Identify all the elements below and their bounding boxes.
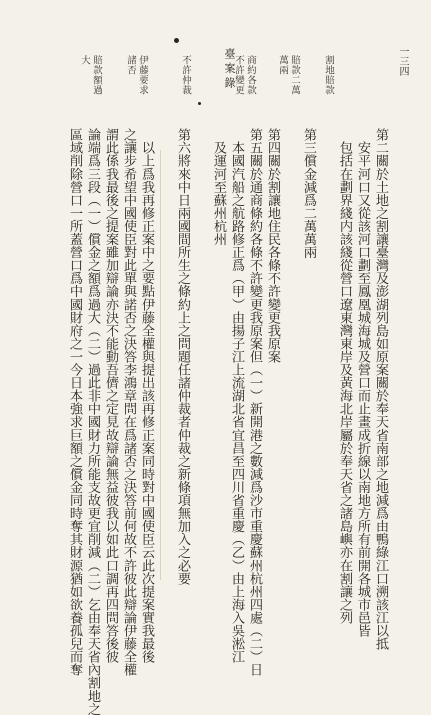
text-column: 第三償金減爲二萬萬兩 [301, 128, 316, 259]
text-column: 區域削除營口一所蓋營口爲中國財府之一今日本強求巨額之償金同時奪其財源猶如欲養孤兒而奪 [67, 128, 82, 677]
small-mark [198, 102, 201, 105]
margin-note-ito-demand: 伊藤要求 諸否 [125, 55, 148, 95]
text-column: 第二關於土地之割讓臺灣及澎湖列島如原案關於奉天省南部之地減爲由鴨綠江口溯該江以抵 [373, 128, 388, 651]
margin-note-no-arbitration: 不許仲裁 [180, 55, 191, 95]
margin-note-indemnity-amount: 賠款二萬 萬兩 [277, 55, 300, 95]
text-column: 謂此係我最後之提案雖加辯論亦決不能動吾儕之定見故辯論無益彼我以如此口調再四問答後彼 [103, 128, 118, 664]
text-column: 第六將來中日兩國間所生之條約上之問題任諸仲裁者仲裁之新條項無加入之必要 [175, 128, 190, 585]
text-column: 包括在劃界綫内該綫從營口遼東灣東岸及黃海北岸屬於奉天省之諸島嶼亦在割讓之列 [337, 128, 352, 624]
margin-note-land-cession-indemnity: 割地賠款 [323, 55, 334, 95]
bullet-mark [174, 38, 179, 43]
margin-note-commerce-treaty: 商約各款 不許變更 [233, 55, 256, 95]
text-column: 及運河至蘇州杭州 [211, 128, 226, 246]
page-number: 一三四 [397, 46, 408, 76]
margin-divider [160, 150, 161, 580]
text-column: 本國汽船之航路修正爲（甲）由揚子江上流湖北省宜昌至四川省重慶（乙）由上海入吳淞江 [229, 128, 244, 664]
text-column: 之讓步希望中國使臣對此單與諾否之決答李鴻章問在爲諸否之決答前何故不許彼此辯論伊藤全權 [121, 128, 136, 677]
text-column: 安平河口又從該河口劃至鳳凰城海城及營口而止畫成折線以南地方所有前開各城市邑皆 [355, 128, 370, 637]
text-column: 第五關於通商條約各條不許變更我原案但（一）新開港之數減爲沙市重慶蘇州杭州四處（二）日 [247, 128, 262, 677]
running-title: 臺 案 錄 [223, 48, 236, 88]
text-column: 論端爲三段（一）償金之額爲過大（二）過此非中國財力所能支故更宜削減（二）乞由奉天省內割地之 [85, 128, 100, 715]
margin-note-indemnity-excessive: 賠款額過 大 [79, 55, 102, 95]
text-column: 以上爲我再修正案中之要點伊藤全權與提出該再修正案同時對中國使臣云此次提案實我最後 [139, 128, 154, 664]
text-column: 第四關於割讓地住民各條不許變更我原案 [265, 128, 280, 363]
